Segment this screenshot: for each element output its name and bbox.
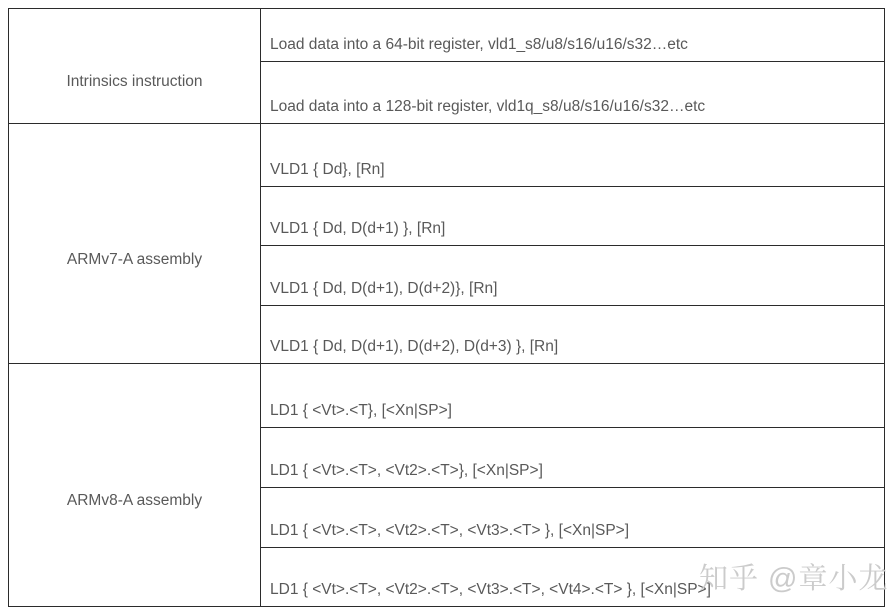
table-cell-intrinsic-64bit xyxy=(261,9,884,62)
instruction-comparison-table xyxy=(8,8,885,607)
cell-text: LD1 { <Vt>.<T>, <Vt2>.<T>, <Vt3>.<T> }, [<Xn|SP>] xyxy=(270,522,630,539)
rowheader-label: ARMv8-A assembly xyxy=(66,492,203,509)
cell-text: Load data into a 64-bit register, vld1_s8/u8/s16/u16/s32…etc xyxy=(270,36,688,53)
table-rowheader-armv8 xyxy=(9,364,261,606)
cell-text: VLD1 { Dd, D(d+1), D(d+2)}, [Rn] xyxy=(270,280,498,297)
rowheader-label: Intrinsics instruction xyxy=(66,73,203,90)
table-rowheader-intrinsics xyxy=(9,9,261,124)
cell-text: Load data into a 128-bit register, vld1q_s8/u8/s16/u16/s32…etc xyxy=(270,98,706,115)
table-cell-ld1-1reg xyxy=(261,364,884,428)
cell-text: VLD1 { Dd}, [Rn] xyxy=(270,161,385,178)
table-cell-vld1-4reg xyxy=(261,306,884,364)
table-cell-intrinsic-128bit xyxy=(261,62,884,124)
cell-text: VLD1 { Dd, D(d+1) }, [Rn] xyxy=(270,220,446,237)
table-cell-vld1-3reg xyxy=(261,246,884,306)
table-cell-vld1-2reg xyxy=(261,187,884,246)
table-rowheader-armv7 xyxy=(9,124,261,364)
table-cell-ld1-2reg xyxy=(261,428,884,488)
table-cell-vld1-1reg xyxy=(261,124,884,187)
cell-text: LD1 { <Vt>.<T>, <Vt2>.<T>, <Vt3>.<T>, <Vt4>.<T> }, [<Xn|SP>] xyxy=(270,581,711,598)
cell-text: VLD1 { Dd, D(d+1), D(d+2), D(d+3) }, [Rn] xyxy=(270,338,559,355)
zhihu-watermark: 知乎 @章小龙 xyxy=(699,563,889,595)
cell-text: LD1 { <Vt>.<T}, [<Xn|SP>] xyxy=(270,402,452,419)
rowheader-label: ARMv7-A assembly xyxy=(66,250,203,268)
table-cell-ld1-3reg xyxy=(261,488,884,548)
cell-text: LD1 { <Vt>.<T>, <Vt2>.<T>}, [<Xn|SP>] xyxy=(270,462,543,479)
